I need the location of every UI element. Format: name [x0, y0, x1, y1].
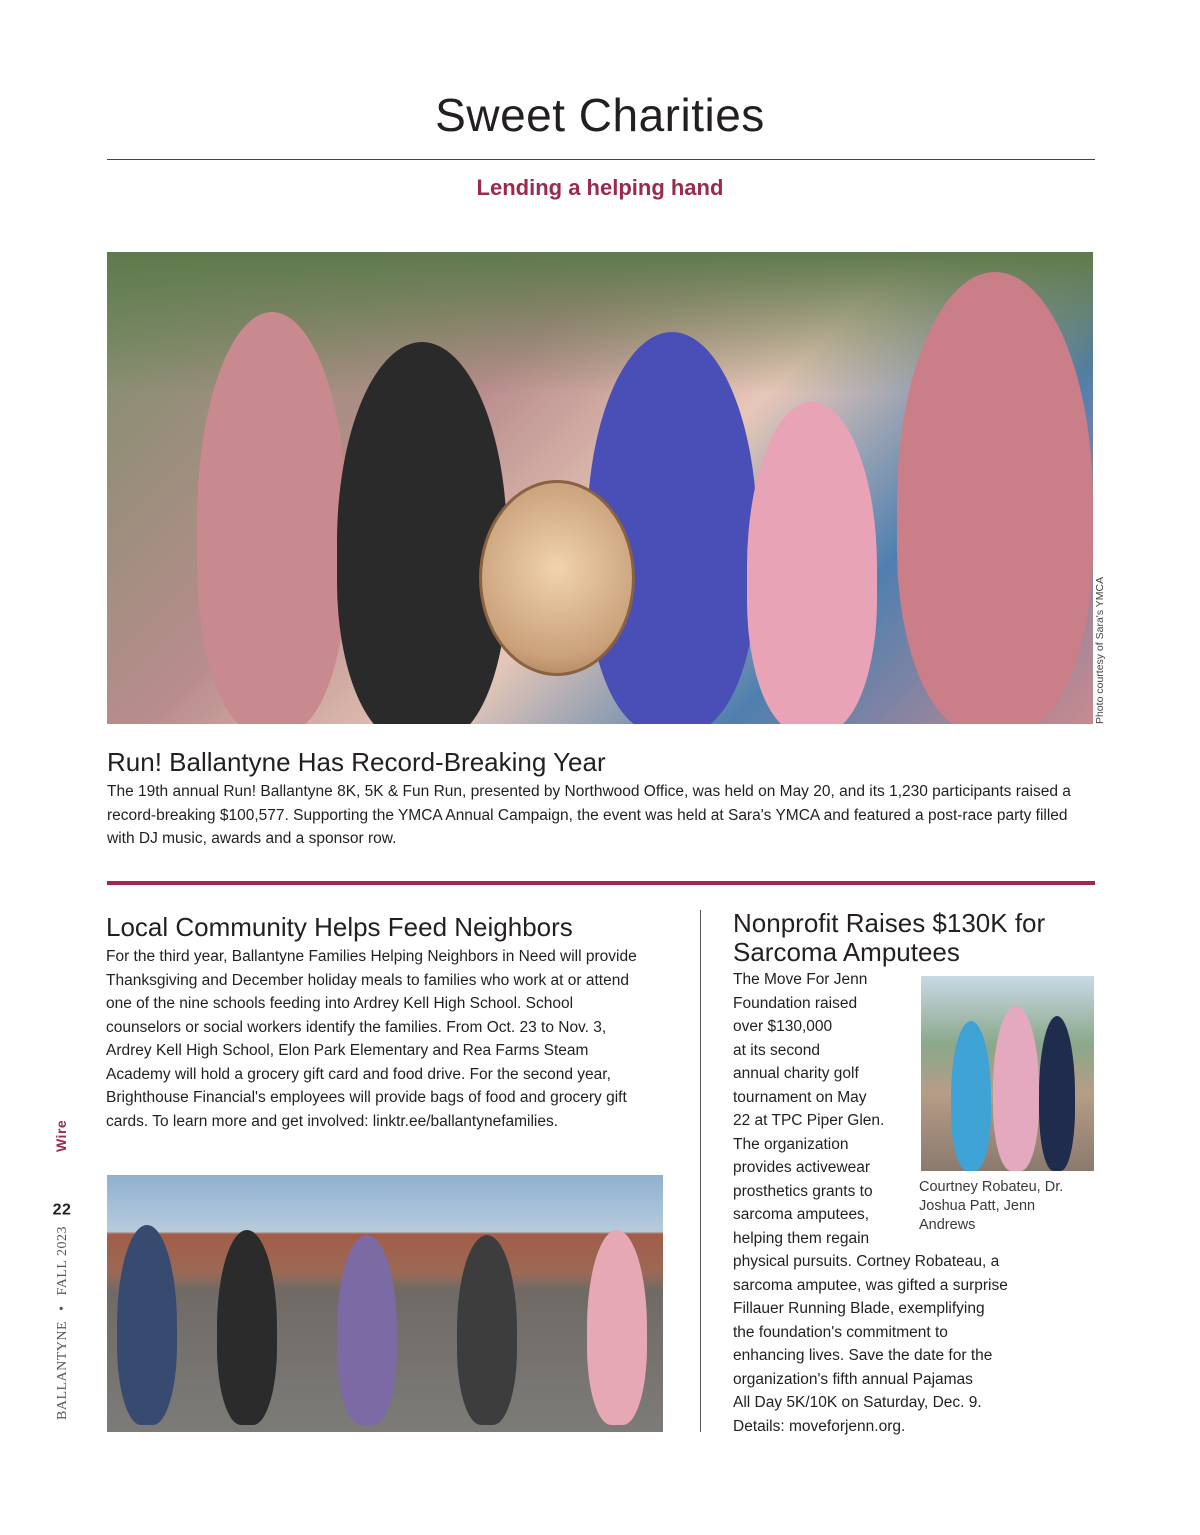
food-drive-volunteer: [337, 1235, 397, 1425]
hero-photo-child: [747, 402, 877, 724]
page-folio: [52, 1119, 73, 1420]
nonprofit-headline: Nonprofit Raises $130K for Sarcoma Amputees: [733, 908, 1046, 967]
section-divider: [107, 881, 1095, 885]
nonprofit-body-line: Details: moveforjenn.org.: [733, 1418, 906, 1435]
hero-photo-child: [337, 342, 507, 724]
nonprofit-body-line: helping them regain: [733, 1230, 870, 1247]
page-title: Sweet Charities: [435, 89, 765, 141]
hero-photo-child: [197, 312, 347, 724]
golf-photo-person: [1039, 1016, 1075, 1171]
nonprofit-body-line: Fillauer Running Blade, exemplifying: [733, 1300, 985, 1317]
column-divider: [700, 910, 701, 1432]
nonprofit-body-line: The Move For Jenn: [733, 971, 868, 988]
nonprofit-body-line: organization's fifth annual Pajamas: [733, 1371, 973, 1388]
nonprofit-body-line: physical pursuits. Cortney Robateau, a: [733, 1253, 1000, 1270]
food-drive-volunteer: [587, 1230, 647, 1425]
publication-name: BALLANTYNE: [55, 1320, 70, 1420]
run-ballantyne-headline: Run! Ballantyne Has Record-Breaking Year: [107, 747, 606, 777]
hero-photo-kids-with-medals: [107, 252, 1093, 724]
nonprofit-body-line: 22 at TPC Piper Glen.: [733, 1112, 885, 1129]
folio-separator: •: [55, 1305, 70, 1311]
golf-tournament-photo: [921, 976, 1094, 1171]
food-drive-photo: [107, 1175, 663, 1432]
nonprofit-body-line: sarcoma amputee, was gifted a surprise: [733, 1277, 1008, 1294]
page-number: 22: [52, 1201, 72, 1219]
page-subtitle: Lending a helping hand: [476, 175, 724, 200]
photo-credit: Photo courtesy of Sara's YMCA: [1094, 576, 1106, 724]
golf-photo-person: [951, 1021, 991, 1171]
food-drive-volunteer: [117, 1225, 177, 1425]
feed-neighbors-headline: Local Community Helps Feed Neighbors: [106, 912, 573, 942]
first-place-plaque: [479, 480, 635, 676]
run-ballantyne-body: The 19th annual Run! Ballantyne 8K, 5K & Fun Run, presented by Northwood Office, was held on May 20, and its 1,230 participants raised a record-breaking $100,577. Supporting the YMCA Annual Campaign, the event was held at Sara's YMCA and featured a post-race party filled with DJ music, awards and a sponsor row.: [107, 783, 1071, 847]
food-drive-volunteer: [217, 1230, 277, 1425]
nonprofit-body-line: enhancing lives. Save the date for the: [733, 1347, 993, 1364]
nonprofit-body-line: tournament on May: [733, 1089, 867, 1106]
nonprofit-body-line: the foundation's commitment to: [733, 1324, 948, 1341]
golf-photo-caption: Courtney Robateu, Dr. Joshua Patt, Jenn Andrews: [919, 1179, 1064, 1233]
nonprofit-body-line: Foundation raised: [733, 995, 858, 1012]
title-divider: [107, 159, 1095, 160]
nonprofit-body-line: All Day 5K/10K on Saturday, Dec. 9.: [733, 1394, 982, 1411]
nonprofit-body-line: over $130,000: [733, 1018, 833, 1035]
nonprofit-body-line: prosthetics grants to: [733, 1183, 873, 1200]
hero-photo-child: [897, 272, 1093, 724]
feed-neighbors-body: For the third year, Ballantyne Families Helping Neighbors in Need will provide Thanksgiving and December holiday meals to families who work at or attend one of the nine schools feeding into Ardrey Kell High School. School counselors or social workers identify the families. From Oct. 23 to Nov. 3, Ardrey Kell High School, Elon Park Elementary and Rea Farms Steam Academy will hold a grocery gift card and food drive. For the second year, Brighthouse Financial's employees will provide bags of food and grocery gift cards. To learn more and get involved: linktr.ee/ballantynefamilies.: [106, 948, 637, 1130]
section-label: Wire: [53, 1119, 69, 1153]
nonprofit-body-line: The organization: [733, 1136, 849, 1153]
issue-label: FALL 2023: [55, 1226, 70, 1296]
golf-photo-person: [993, 1006, 1039, 1171]
nonprofit-body-line: sarcoma amputees,: [733, 1206, 870, 1223]
nonprofit-body-line: at its second: [733, 1042, 821, 1059]
food-drive-volunteer: [457, 1235, 517, 1425]
nonprofit-body-line: annual charity golf: [733, 1065, 859, 1082]
nonprofit-body-line: provides activewear: [733, 1159, 870, 1176]
